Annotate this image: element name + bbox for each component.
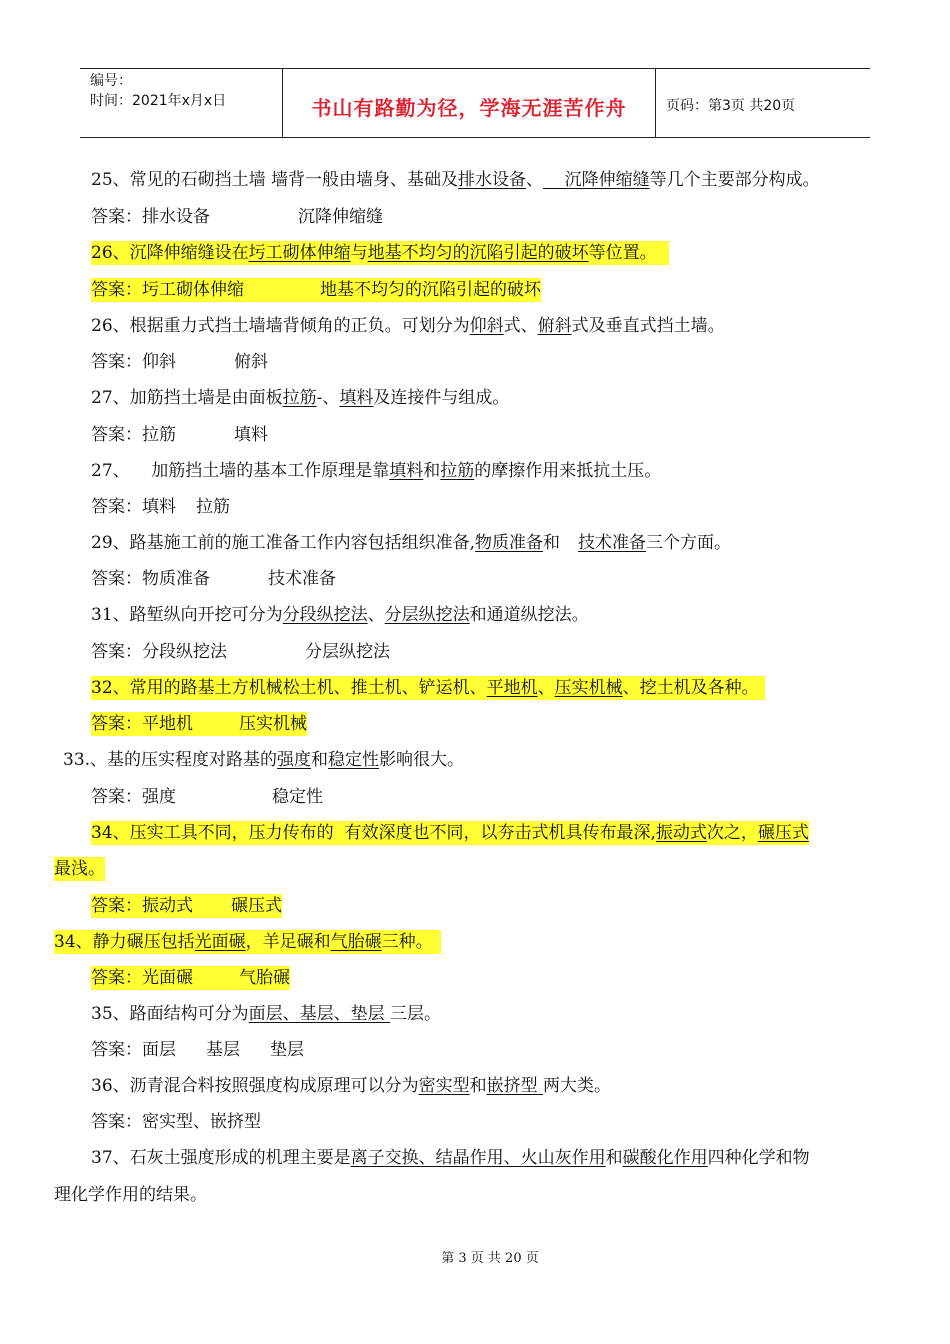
- blank-answer: 强度: [277, 750, 312, 770]
- text: 35、路面结构可分为: [91, 1004, 249, 1024]
- blank-answer: 面层、基层、垫层: [248, 1004, 391, 1024]
- blank-answer: 分段纵挖法: [282, 605, 368, 625]
- question-26-b: [91, 314, 725, 338]
- answer-31: [91, 640, 390, 664]
- text: 最浅。: [54, 859, 105, 879]
- question-29: [91, 531, 731, 555]
- answer-32: [91, 712, 307, 736]
- question-36: [91, 1074, 611, 1098]
- answer-text: 压实机械: [239, 714, 307, 734]
- header-motto: 书山有路勤为径，学海无涯苦作舟: [311, 95, 627, 120]
- header-number: 编号：: [90, 73, 132, 89]
- text: 和: [423, 461, 441, 481]
- text: 和通道纵挖法。: [469, 605, 589, 625]
- answer-26-b: [91, 350, 268, 374]
- answer-text: 分层纵挖法: [305, 642, 390, 662]
- answer-text: 气胎碾: [239, 968, 290, 988]
- answer-text: 答案：振动式: [91, 896, 193, 916]
- answer-text: 技术准备: [268, 569, 336, 589]
- text: 、: [537, 678, 555, 698]
- text: 和: [605, 1148, 623, 1168]
- answer-33: [91, 785, 323, 809]
- blank-answer: 仰斜: [469, 316, 504, 336]
- text: 和: [311, 750, 329, 770]
- answer-36: [91, 1110, 261, 1134]
- text: 26、根据重力式挡土墙墙背倾角的正负。可划分为: [91, 316, 470, 336]
- text: 26、沉降伸缩缝设在: [91, 243, 249, 263]
- answer-text: 答案：面层: [91, 1040, 176, 1060]
- answer-text: 地基不均匀的沉陷引起的破坏: [320, 280, 541, 300]
- text: ，羊足碾和: [245, 932, 331, 952]
- header-time: 时间：2021年x月x日: [90, 93, 227, 109]
- question-31: [91, 603, 589, 627]
- blank-answer: 嵌挤型: [486, 1076, 544, 1096]
- question-32: [91, 676, 765, 700]
- text: 36、沥青混合料按照强度构成原理可以分为: [91, 1076, 419, 1096]
- blank-answer: 地基不均匀的沉陷引起的破坏: [367, 243, 589, 263]
- text: 31、路堑纵向开挖可分为: [91, 605, 283, 625]
- text: 的摩擦作用来抵抗土压。: [474, 461, 662, 481]
- answer-text: 基层: [206, 1040, 240, 1060]
- text: 34、静力碾压包括: [54, 932, 195, 952]
- answer-27-a: [91, 423, 268, 447]
- answer-text: 沉降伸缩缝: [298, 207, 383, 227]
- page-footer: 第 3 页 共 20 页: [441, 1251, 539, 1266]
- question-25-a: [91, 168, 820, 192]
- text: 27、 加筋挡土墙的基本工作原理是靠: [91, 461, 390, 481]
- question-34-a: [91, 821, 809, 845]
- text: 等位置。: [588, 243, 657, 263]
- blank-answer: 排水设备: [458, 170, 527, 190]
- blank-answer: 稳定性: [328, 750, 380, 770]
- question-34-b: [54, 930, 441, 954]
- text: 三个方面。: [646, 533, 732, 553]
- question-37: [91, 1146, 810, 1170]
- question-37-cont: [54, 1183, 207, 1207]
- blank-answer: 密实型: [418, 1076, 470, 1096]
- blank-answer: 俯斜: [537, 316, 572, 336]
- answer-text: 答案：物质准备: [91, 569, 210, 589]
- answer-text: 碾压式: [231, 896, 282, 916]
- answer-text: 答案：圬工砌体伸缩: [91, 280, 244, 300]
- answer-text: 答案：光面碾: [91, 968, 193, 988]
- blank-answer: 碳酸化作用: [622, 1148, 708, 1168]
- text: 33.、基的压实程度对路基的: [63, 750, 278, 770]
- answer-text: 稳定性: [272, 787, 323, 807]
- text: 32、常用的路基土方机械松土机、推土机、铲运机、: [91, 678, 487, 698]
- answer-text: 垫层: [270, 1040, 304, 1060]
- blank-answer: 光面碾: [194, 932, 246, 952]
- question-33: [63, 748, 464, 772]
- answer-text: 答案：排水设备: [91, 207, 210, 227]
- answer-25-a: [91, 205, 383, 229]
- text: 三层。: [390, 1004, 442, 1024]
- text: 、: [367, 605, 385, 625]
- blank-answer: 圬工砌体伸缩: [248, 243, 351, 263]
- answer-text: 答案：分段纵挖法: [91, 642, 227, 662]
- text: 29、路基施工前的施工准备工作内容包括组织准备,: [91, 533, 476, 553]
- answer-29: [91, 567, 336, 591]
- answer-text: 拉筋: [196, 497, 230, 517]
- question-27-b: [91, 459, 661, 483]
- blank-answer: 拉筋: [440, 461, 475, 481]
- header-motto-cell: [283, 69, 656, 137]
- blank-answer: 物质准备: [475, 533, 544, 553]
- question-27-a: [91, 386, 509, 410]
- text: -、: [316, 388, 340, 408]
- answer-text: 填料: [234, 425, 268, 445]
- text: 34、压实工具不同，压力传布的 有效深度也不同，以夯击式机具传布最深,: [91, 823, 656, 843]
- text: 与: [350, 243, 368, 263]
- blank-answer: 压实机械: [554, 678, 623, 698]
- answer-35: [91, 1038, 304, 1062]
- blank-answer: 气胎碾: [330, 932, 382, 952]
- text: 四种化学和物: [707, 1148, 810, 1168]
- blank-answer: 碾压式: [757, 823, 809, 843]
- text: 25、常见的石砌挡土墙 墙背一般由墙身、基础及: [91, 170, 459, 190]
- answer-27-b: [91, 495, 230, 519]
- blank-answer: 平地机: [486, 678, 538, 698]
- answer-text: 答案：拉筋: [91, 425, 176, 445]
- text: 次之，: [706, 823, 758, 843]
- answer-text: 答案：密实型、嵌挤型: [91, 1112, 261, 1132]
- text: 及连接件与组成。: [373, 388, 510, 408]
- text: 、挖土机及各种。: [622, 678, 759, 698]
- question-34-a-cont: [54, 857, 105, 881]
- header-meta: [80, 69, 283, 137]
- question-35: [91, 1002, 441, 1026]
- text: 和: [543, 533, 561, 553]
- answer-text: 俯斜: [234, 352, 268, 372]
- header-page-info: 页码：第3页 共20页: [666, 98, 796, 114]
- question-26-a: [91, 241, 669, 265]
- text: 三种。: [381, 932, 433, 952]
- text: 影响很大。: [379, 750, 465, 770]
- blank-answer: 振动式: [655, 823, 707, 843]
- blank-answer: 填料: [389, 461, 424, 481]
- blank-answer: 技术准备: [578, 533, 647, 553]
- answer-34-a: [91, 894, 282, 918]
- text: 式、: [503, 316, 538, 336]
- answer-text: 答案：填料: [91, 497, 176, 517]
- text: 、: [526, 170, 544, 190]
- answer-text: 答案：平地机: [91, 714, 193, 734]
- text: 两大类。: [543, 1076, 612, 1096]
- text: 理化学作用的结果。: [54, 1185, 207, 1205]
- text: 和: [469, 1076, 487, 1096]
- answer-text: 答案：仰斜: [91, 352, 176, 372]
- blank-answer: 沉降伸缩缝: [543, 170, 650, 190]
- text: 27、加筋挡土墙是由面板: [91, 388, 283, 408]
- answer-text: 答案：强度: [91, 787, 176, 807]
- blank-answer: 拉筋: [282, 388, 317, 408]
- blank-answer: 离子交换、结晶作用、火山灰作用: [350, 1148, 606, 1168]
- blank-answer: 分层纵挖法: [384, 605, 470, 625]
- text: 37、石灰土强度形成的机理主要是: [91, 1148, 351, 1168]
- text: 式及垂直式挡土墙。: [571, 316, 725, 336]
- answer-26-a: [91, 278, 541, 302]
- page-header: [80, 68, 870, 138]
- blank-answer: 填料: [339, 388, 374, 408]
- text: 等几个主要部分构成。: [649, 170, 820, 190]
- answer-34-b: [91, 966, 290, 990]
